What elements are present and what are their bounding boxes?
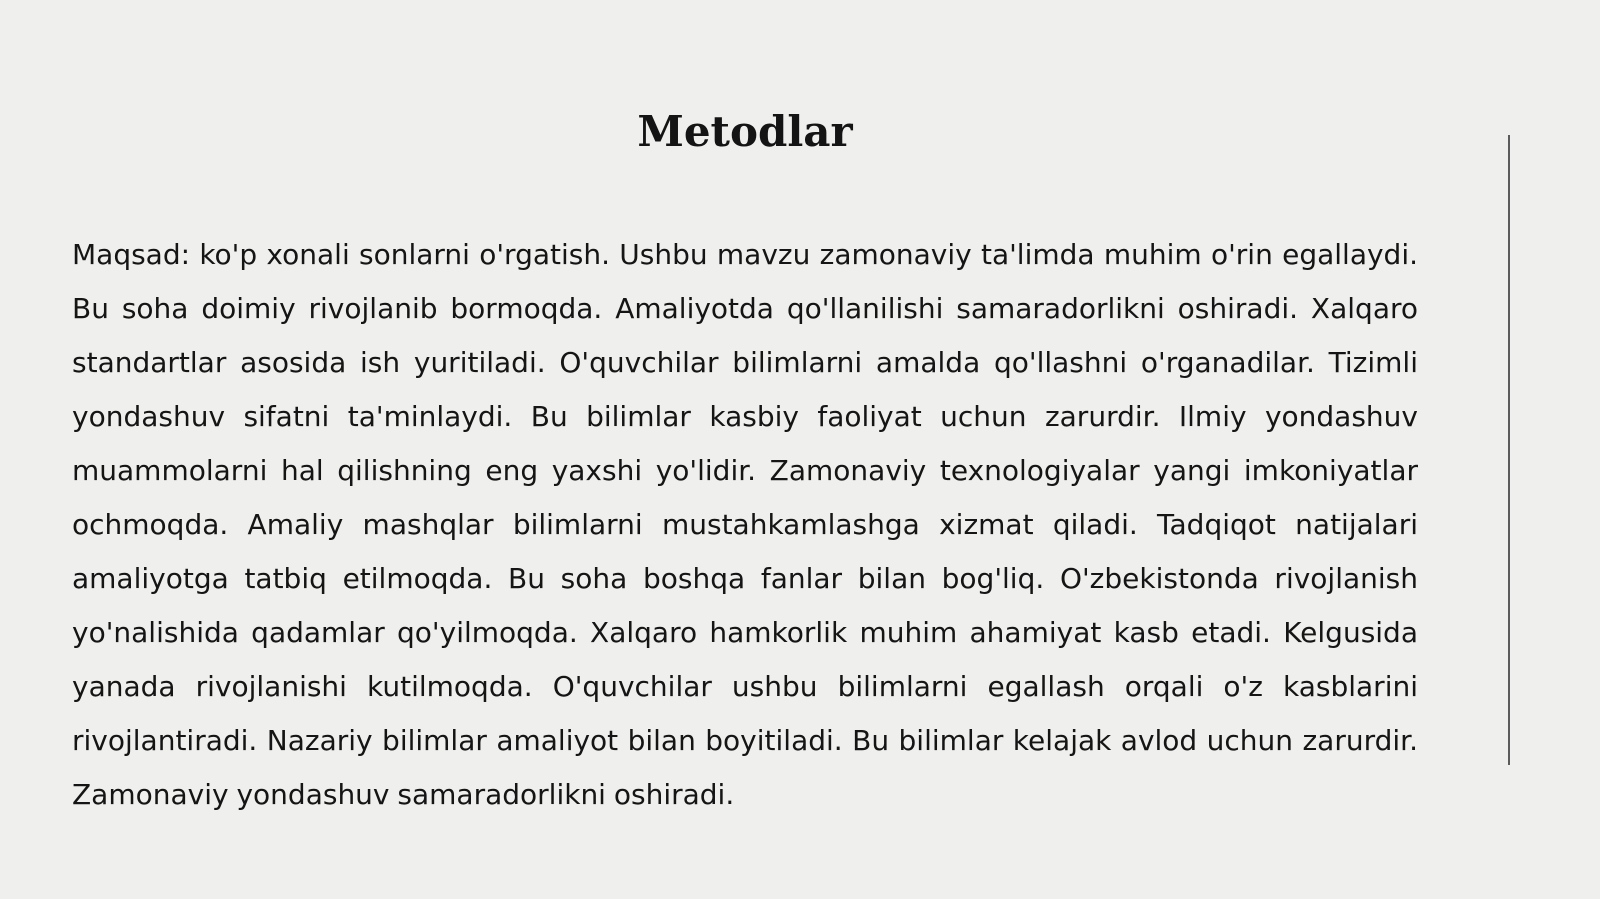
vertical-divider xyxy=(1508,135,1510,765)
slide-title: Metodlar xyxy=(637,107,853,156)
slide-body-text: Maqsad: ko'p xonali sonlarni o'rgatish. Ushbu mavzu zamonaviy ta'limda muhim o'rin egallaydi. Bu soha doimiy rivojlanib bormoqda. Amaliyotda qo'llanilishi samaradorlikni oshiradi. Xalqaro standartlar asosida ish yuritiladi. O'quvchilar bilimlarni amalda qo'llashni o'rganadilar. Tizimli yondashuv sifatni ta'minlaydi. Bu bilimlar kasbiy faoliyat uchun zarurdir. Ilmiy yondashuv muammolarni hal qilishning eng yaxshi yo'lidir. Zamonaviy texnologiyalar yangi imkoniyatlar ochmoqda. Amaliy mashqlar bilimlarni mustahkamlashga xizmat qiladi. Tadqiqot natijalari amaliyotga tatbiq etilmoqda. Bu soha boshqa fanlar bilan bog'liq. O'zbekistonda rivojlanish yo'nalishida qadamlar qo'yilmoqda. Xalqaro hamkorlik muhim ahamiyat kasb etadi. Kelgusida yanada rivojlanishi kutilmoqda. O'quvchilar ushbu bilimlarni egallash orqali o'z kasblarini rivojlantiradi. Nazariy bilimlar amaliyot bilan boyitiladi. Bu bilimlar kelajak avlod uchun zarurdir. Zamonaviy yondashuv samaradorlikni oshiradi. xyxy=(72,238,1418,811)
